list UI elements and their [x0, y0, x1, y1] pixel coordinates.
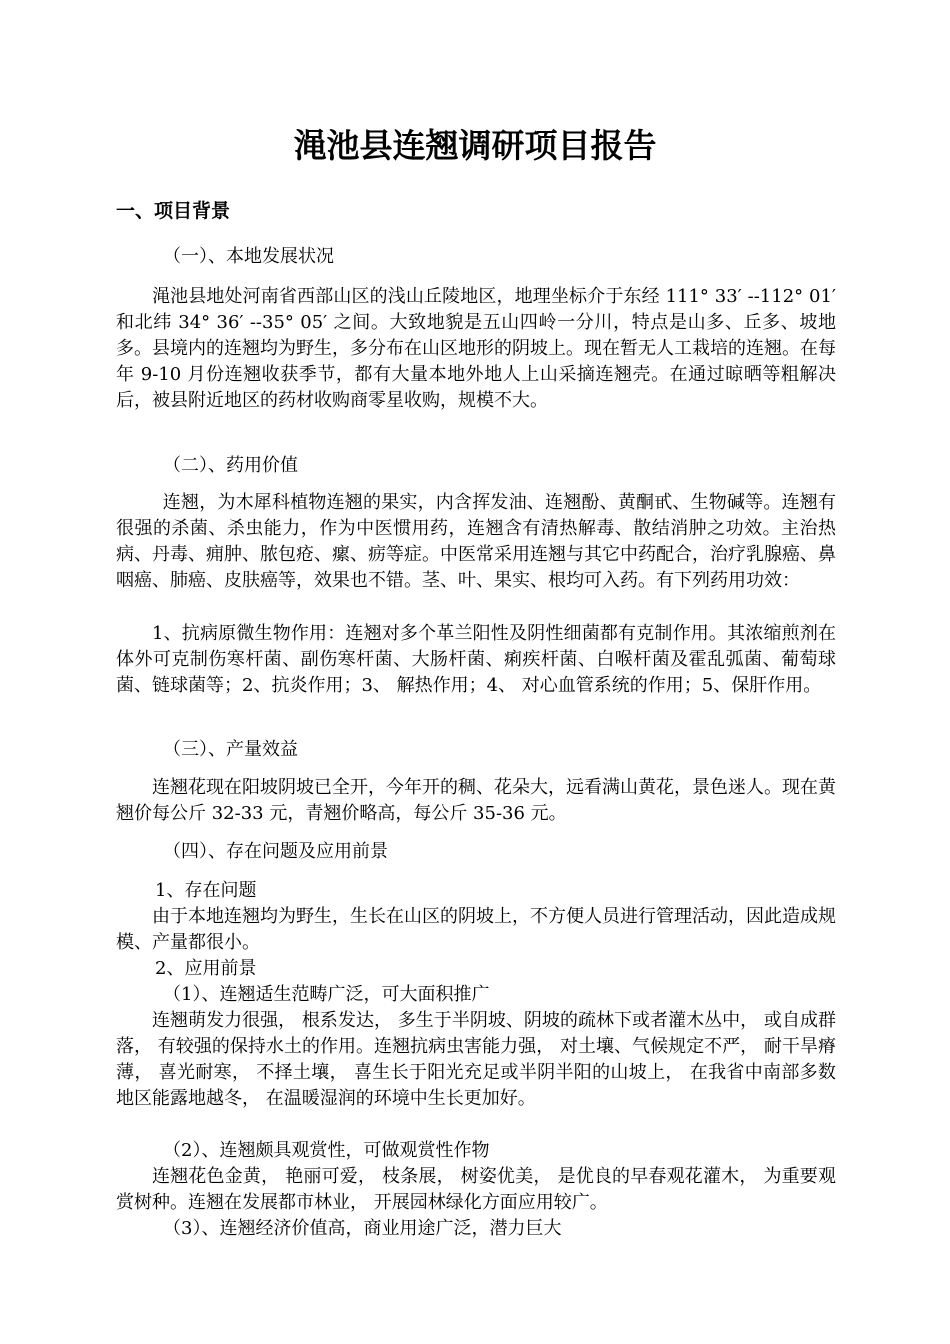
heading-application-prospects: 2、应用前景 — [155, 958, 257, 979]
subheading-local-status: （一）、本地发展状况 — [163, 246, 334, 267]
paragraph-medicinal-value: 连翘，为木犀科植物连翘的果实，内含挥发油、连翘酚、黄酮甙、生物碱等。连翘有很强的杀菌、杀虫能力，作为中医惯用药，连翘含有清热解毒、散结消肿之功效。主治热病、丹毒、痈肿、脓包疮、瘰、疬等症。中医常采用连翘与其它中药配合，治疗乳腺癌、鼻咽癌、肺癌、皮肤癌等，效果也不错。茎、叶、果实、根均可入药。有下列药用功效： — [116, 492, 836, 591]
subheading-medicinal-value: （二）、药用价值 — [163, 455, 298, 476]
paragraph-medicinal-functions: 1、抗病原微生物作用：连翘对多个革兰阳性及阴性细菌都有克制作用。其浓缩煎剂在体外可克制伤寒杆菌、副伤寒杆菌、大肠杆菌、痢疾杆菌、白喉杆菌及霍乱弧菌、葡萄球菌、链球菌等；2、抗炎作用；3、 解热作用；4、 对心血管系统的作用；5、保肝作用。 — [116, 623, 836, 696]
paragraph-existing-problems: 由于本地连翘均为野生，生长在山区的阴坡上，不方便人员进行管理活动，因此造成规模、产量都很小。 — [116, 906, 836, 953]
heading-prospect-2: （2）、连翘颇具观赏性，可做观赏性作物 — [163, 1140, 490, 1161]
paragraph-prospect-2: 连翘花色金黄， 艳丽可爱， 枝条展， 树姿优美， 是优良的早春观花灌木， 为重要观赏树种。连翘在发展都市林业， 开展园林绿化方面应用较广。 — [116, 1166, 836, 1213]
paragraph-yield-benefit: 连翘花现在阳坡阴坡已全开，今年开的稠、花朵大，远看满山黄花，景色迷人。现在黄翘价每公斤 32-33 元，青翘价略高，每公斤 35-36 元。 — [116, 777, 836, 824]
heading-prospect-3: （3）、连翘经济价值高，商业用途广泛，潜力巨大 — [163, 1218, 562, 1239]
subheading-yield-benefit: （三）、产量效益 — [163, 739, 298, 760]
paragraph-local-status: 渑池县地处河南省西部山区的浅山丘陵地区，地理坐标介于东经 111° 33′ --112° 01′ 和北纬 34° 36′ --35° 05′ 之间。大致地貌是五山四岭一分川，特点是山多、丘多、坡地多。县境内的连翘均为野生，多分布在山区地形的阴坡上。现在暂无人工栽培的连翘。在每年 9-10 月份连翘收获季节，都有大量本地外地人上山采摘连翘壳。在通过晾晒等粗解决后，被县附近地区的药材收购商零星收购，规模不大。 — [116, 286, 836, 411]
section-heading-background: 一、项目背景 — [116, 200, 231, 222]
heading-existing-problems: 1、存在问题 — [155, 880, 257, 901]
heading-prospect-1: （1）、连翘适生范畴广泛，可大面积推广 — [163, 984, 490, 1005]
document-title: 渑池县连翘调研项目报告 — [293, 126, 657, 165]
paragraph-prospect-1: 连翘萌发力很强， 根系发达， 多生于半阴坡、阴坡的疏林下或者灌木丛中， 或自成群落， 有较强的保持水土的作用。连翘抗病虫害能力强， 对土壤、气候规定不严， 耐干旱瘠薄， 喜光耐寒， 不择土壤， 喜生长于阳光充足或半阴半阳的山坡上， 在我省中南部多数地区能露地越冬， 在温暖湿润的环境中生长更加好。 — [116, 1010, 836, 1109]
subheading-problems-prospects: （四）、存在问题及应用前景 — [163, 841, 388, 862]
